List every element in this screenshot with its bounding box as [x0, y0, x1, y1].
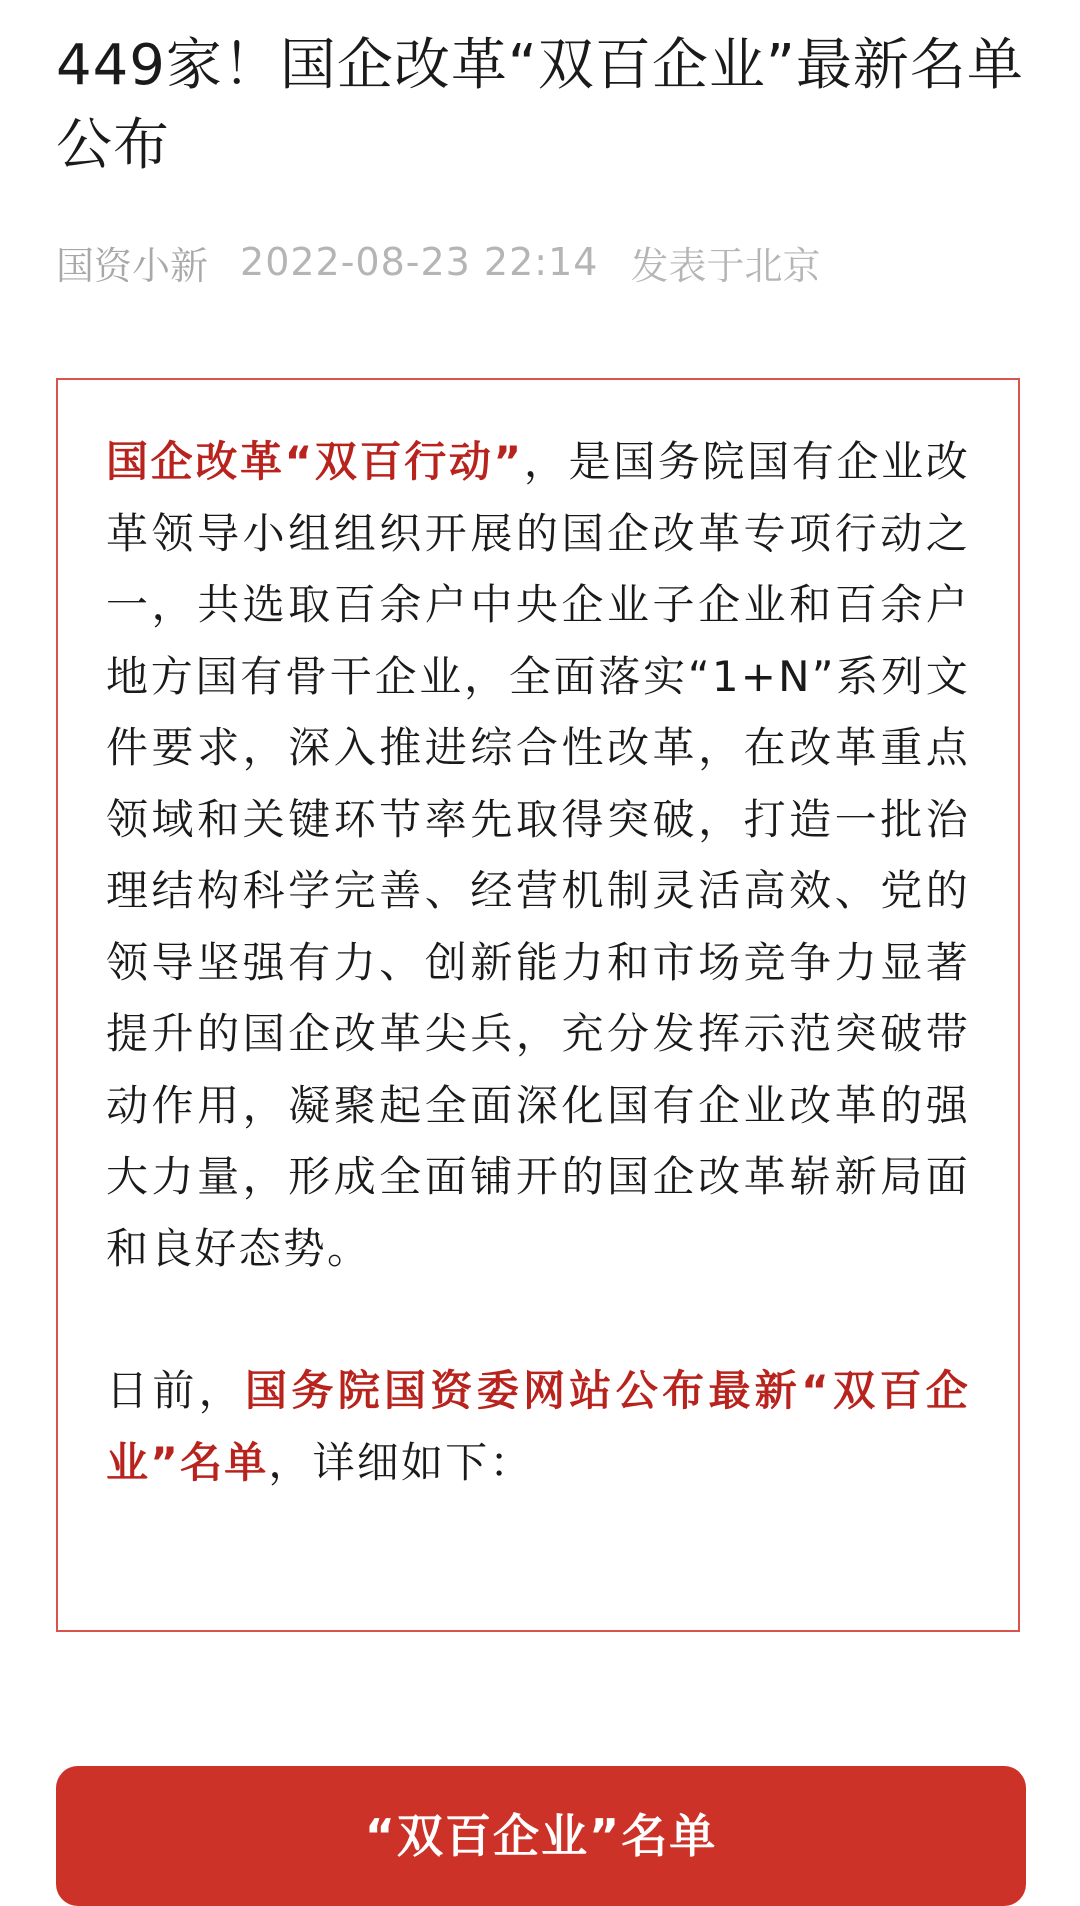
list-section-button[interactable]: “双百企业”名单: [56, 1766, 1026, 1906]
intro-prefix-2: 日前，: [106, 1366, 246, 1415]
article-meta: [56, 232, 852, 292]
article-title: 449家！国企改革“双百企业”最新名单公布: [56, 33, 1024, 178]
intro-highlight-1: 国企改革“双百行动”: [106, 437, 524, 486]
intro-text-1: ，是国务院国有企业改革领导小组组织开展的国企改革专项行动之一，共选取百余户中央企业子企业和百余户地方国有骨干企业，全面落实“1+N”系列文件要求，深入推进综合性改革，在改革重点领域和关键环节率先取得突破，打造一批治理结构科学完善、经营机制灵活高效、党的领导坚强有力、创新能力和市场竞争力显著提升的国企改革尖兵，充分发挥示范突破带动作用，凝聚起全面深化国有企业改革的强大力量，形成全面铺开的国企改革崭新局面和良好态势。: [106, 437, 970, 1273]
publish-location: 发表于北京: [630, 243, 821, 288]
intro-paragraph-2: [106, 1355, 970, 1498]
intro-suffix-2: ，详细如下：: [268, 1437, 534, 1487]
author-name[interactable]: 国资小新: [56, 243, 209, 288]
publish-time: 2022-08-23 22:14: [240, 240, 599, 284]
intro-highlight-2: 国务院国资委网站公布最新“双百企业”名单: [106, 1366, 970, 1487]
intro-box: [56, 378, 1020, 1632]
intro-paragraph-1: [106, 426, 970, 1284]
